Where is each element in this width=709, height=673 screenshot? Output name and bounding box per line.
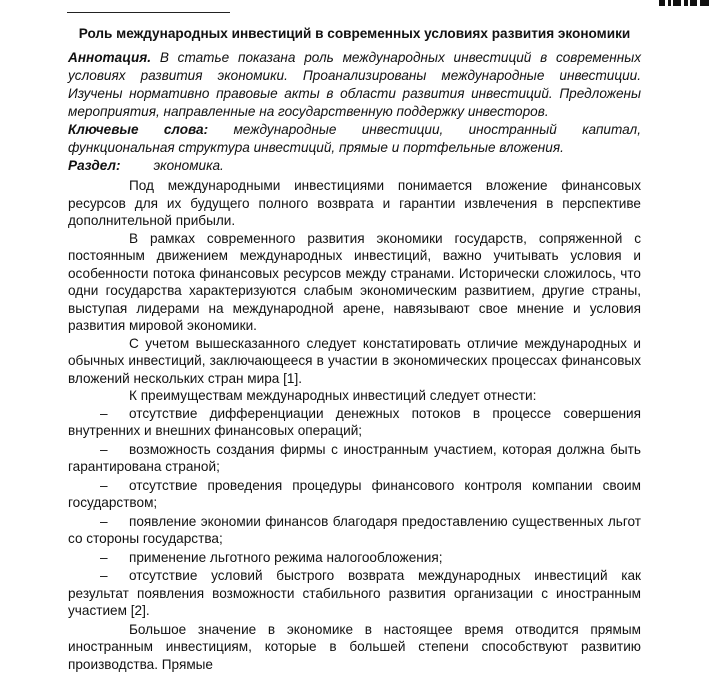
list-dash: – xyxy=(68,513,129,531)
list-dash: – xyxy=(68,441,129,459)
list-item xyxy=(68,513,641,548)
keywords xyxy=(68,121,641,157)
header-rule xyxy=(67,12,230,13)
paragraph: Большое значение в экономике в настоящее время отводится прямым иностранным инвестициям, которые в большей степени способствуют развитию производства. Прямые xyxy=(68,621,641,673)
list-item-text: отсутствие условий быстрого возврата международных инвестиций как результат появления возможности стабильного развития организации с иностранным участием [2]. xyxy=(68,568,641,618)
list-item-text: применение льготного режима налогообложения; xyxy=(129,550,443,565)
section-label: Раздел: xyxy=(68,158,121,173)
paragraph: К преимуществам международных инвестиций следует отнести: xyxy=(68,387,641,405)
list-item xyxy=(68,477,641,512)
keywords-label: Ключевые слова: xyxy=(68,122,208,137)
keywords-text: международные инвестиции, иностранный капитал, функциональная структура инвестиций, прямые и портфельные вложения. xyxy=(68,122,641,155)
list-dash: – xyxy=(68,405,129,423)
qr-code-fragment xyxy=(659,0,709,8)
paragraph: Под международными инвестициями понимается вложение финансовых ресурсов для их будущего полного возврата и гарантии извлечения в перспективе дополнительной прибыли. xyxy=(68,177,641,230)
list-dash: – xyxy=(68,567,129,585)
abstract-block xyxy=(68,49,641,175)
list-item xyxy=(68,567,641,620)
list-item-text: отсутствие дифференциации денежных потоков в процессе совершения внутренних и внешних финансовых операций; xyxy=(68,406,641,439)
list-item xyxy=(68,441,641,476)
section-line xyxy=(68,157,641,175)
abstract-label: Аннотация. xyxy=(68,50,151,65)
article-title: Роль международных инвестиций в современных условиях развития экономики xyxy=(68,25,641,43)
abstract xyxy=(68,49,641,121)
article-body xyxy=(68,177,641,673)
list-item-text: отсутствие проведения процедуры финансового контроля компании своим государством; xyxy=(68,478,641,511)
section-value: экономика. xyxy=(154,157,224,175)
paragraph: С учетом вышесказанного следует констатировать отличие международных и обычных инвестиций, заключающееся в участии в экономических процессах финансовых вложений нескольких стран мира [1]. xyxy=(68,335,641,388)
list-item-text: появление экономии финансов благодаря предоставлению существенных льгот со стороны государства; xyxy=(68,514,641,547)
list-dash: – xyxy=(68,549,129,567)
paragraph: В рамках современного развития экономики государств, сопряженной с постоянным движением международных инвестиций, важно учитывать условия и особенности потока финансовых ресурсов между странами. Исторически сложилось, что одни государства характеризуются слабым экономическим развитием, другие страны, выступая лидерами на международной арене, навязывают свое мнение и условия развития мировой экономики. xyxy=(68,230,641,335)
list-item xyxy=(68,549,641,567)
abstract-text: В статье показана роль международных инвестиций в современных условиях развития экономики. Проанализированы международные инвестиции. Изучены нормативно правовые акты в области развития инвестиций. Предложены мероприятия, направленные на государственную поддержку инвесторов. xyxy=(68,50,641,119)
list-dash: – xyxy=(68,477,129,495)
list-item-text: возможность создания фирмы с иностранным участием, которая должна быть гарантирована страной; xyxy=(68,442,641,475)
list-item xyxy=(68,405,641,440)
